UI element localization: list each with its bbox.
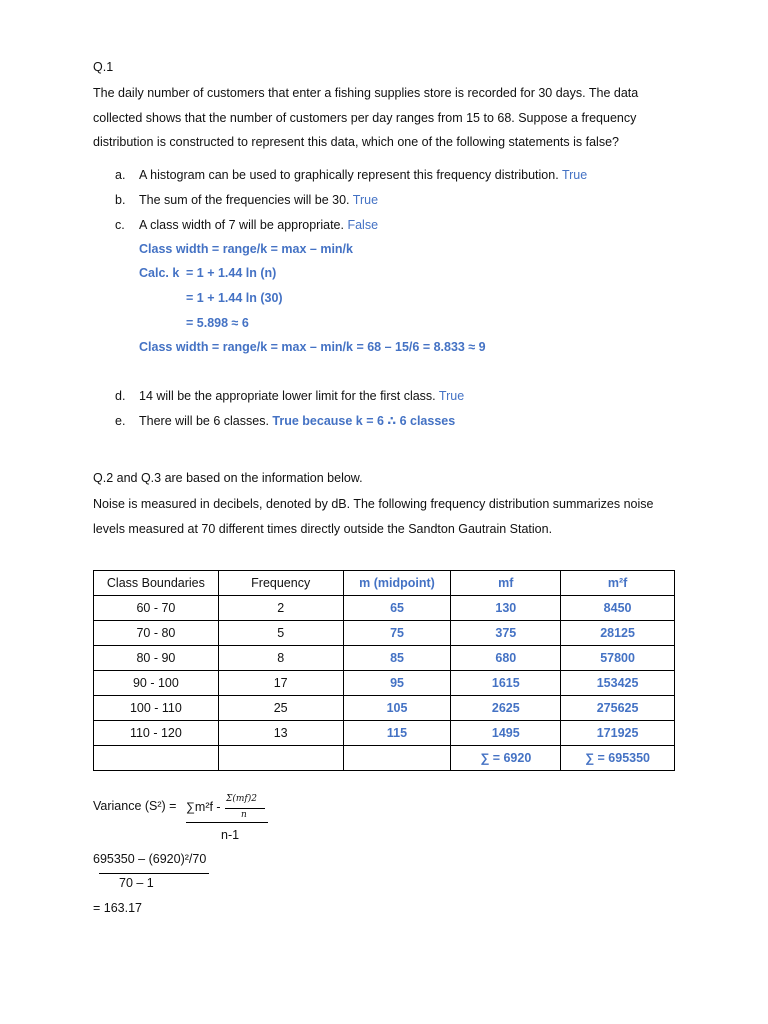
variance-label: Variance (S²) = <box>93 799 177 813</box>
table-header-row <box>94 571 675 596</box>
table-row <box>94 721 675 746</box>
option-text: A class width of 7 will be appropriate. False <box>139 218 379 232</box>
table-cell: 57800 <box>561 646 675 671</box>
variance-calc-fraction-bar <box>99 873 209 874</box>
variance-numerator: ∑m²f - <box>186 800 221 814</box>
table-row <box>94 621 675 646</box>
option-label: b. <box>115 193 126 207</box>
option-answer: True <box>561 168 588 182</box>
table-cell: 65 <box>343 596 451 621</box>
q2-intro-text: Noise is measured in decibels, denoted by dB. The following frequency distribution summarizes noise levels measured at 70 different times directly outside the Sandton Gautrain Station. <box>93 497 654 536</box>
table-cell: 115 <box>343 721 451 746</box>
table-cell <box>343 746 451 771</box>
table-row <box>94 596 675 621</box>
table-cell: 28125 <box>561 621 675 646</box>
option-answer: False <box>347 218 379 232</box>
m2f-total: ∑ = 695350 <box>561 746 675 771</box>
table-cell: 85 <box>343 646 451 671</box>
working-line-5: Class width = range/k = max – min/k = 68 – 15/6 = 8.833 ≈ 9 <box>139 340 486 354</box>
variance-fraction-bar <box>186 822 268 823</box>
table-cell: 8450 <box>561 596 675 621</box>
table-totals-row <box>94 746 675 771</box>
table-cell: 75 <box>343 621 451 646</box>
variance-denominator: n-1 <box>221 828 240 842</box>
table-row <box>94 696 675 721</box>
option-answer: True because k = 6 ∴ 6 classes <box>272 414 456 428</box>
variance-fraction-numerator: Σ(mf)2 <box>226 794 257 804</box>
q1-heading: Q.1 <box>93 60 114 74</box>
variance-result: = 163.17 <box>93 901 143 915</box>
q1-question: The daily number of customers that enter a fishing supplies store is recorded for 30 days. The data collected shows that the number of customers per day ranges from 15 to 68. Suppose a frequency distribution is constructed to represent this data, which one of the following statements is false? <box>93 86 639 150</box>
table-cell: 1495 <box>451 721 561 746</box>
column-header: Frequency <box>218 571 343 596</box>
table-cell: 105 <box>343 696 451 721</box>
table-cell: 375 <box>451 621 561 646</box>
working-line-4: = 5.898 ≈ 6 <box>186 316 249 330</box>
table-cell: 2 <box>218 596 343 621</box>
table-cell: 8 <box>218 646 343 671</box>
variance-calc-numerator: 695350 – (6920)²/70 <box>93 852 207 866</box>
mf-total: ∑ = 6920 <box>451 746 561 771</box>
table-cell: 95 <box>343 671 451 696</box>
option-answer: True <box>438 389 465 403</box>
column-header: mf <box>451 571 561 596</box>
q2-intro-heading: Q.2 and Q.3 are based on the information below. <box>93 471 363 485</box>
table-row <box>94 646 675 671</box>
option-label: e. <box>115 414 126 428</box>
table-cell: 17 <box>218 671 343 696</box>
table-cell: 70 - 80 <box>94 621 219 646</box>
option-label: d. <box>115 389 126 403</box>
table-cell: 153425 <box>561 671 675 696</box>
option-text: There will be 6 classes. True because k = 6 ∴ 6 classes <box>139 414 456 428</box>
column-header: Class Boundaries <box>94 571 219 596</box>
table-cell: 680 <box>451 646 561 671</box>
option-label: c. <box>115 218 125 232</box>
table-row <box>94 671 675 696</box>
table-cell: 13 <box>218 721 343 746</box>
table-cell <box>94 746 219 771</box>
table-cell: 5 <box>218 621 343 646</box>
table-cell: 60 - 70 <box>94 596 219 621</box>
frequency-table <box>93 570 675 771</box>
option-label: a. <box>115 168 126 182</box>
working-line-3: = 1 + 1.44 ln (30) <box>186 291 283 305</box>
table-cell: 1615 <box>451 671 561 696</box>
variance-fraction-denominator: n <box>241 810 247 820</box>
option-text: The sum of the frequencies will be 30. True <box>139 193 379 207</box>
option-text: A histogram can be used to graphically represent this frequency distribution. True <box>139 168 588 182</box>
table-cell: 80 - 90 <box>94 646 219 671</box>
option-text: 14 will be the appropriate lower limit for the first class. True <box>139 389 465 403</box>
variance-inner-fraction-bar <box>225 808 265 809</box>
working-line-1: Class width = range/k = max – min/k <box>139 242 353 256</box>
working-line-2-label: Calc. k <box>139 266 180 280</box>
table-cell: 275625 <box>561 696 675 721</box>
column-header: m²f <box>561 571 675 596</box>
table-cell <box>218 746 343 771</box>
table-cell: 130 <box>451 596 561 621</box>
column-header: m (midpoint) <box>343 571 451 596</box>
option-answer: True <box>352 193 379 207</box>
table-cell: 100 - 110 <box>94 696 219 721</box>
table-cell: 2625 <box>451 696 561 721</box>
table-cell: 90 - 100 <box>94 671 219 696</box>
table-cell: 110 - 120 <box>94 721 219 746</box>
table-cell: 171925 <box>561 721 675 746</box>
table-cell: 25 <box>218 696 343 721</box>
working-line-2: = 1 + 1.44 ln (n) <box>186 266 277 280</box>
variance-calc-denominator: 70 – 1 <box>119 876 154 890</box>
